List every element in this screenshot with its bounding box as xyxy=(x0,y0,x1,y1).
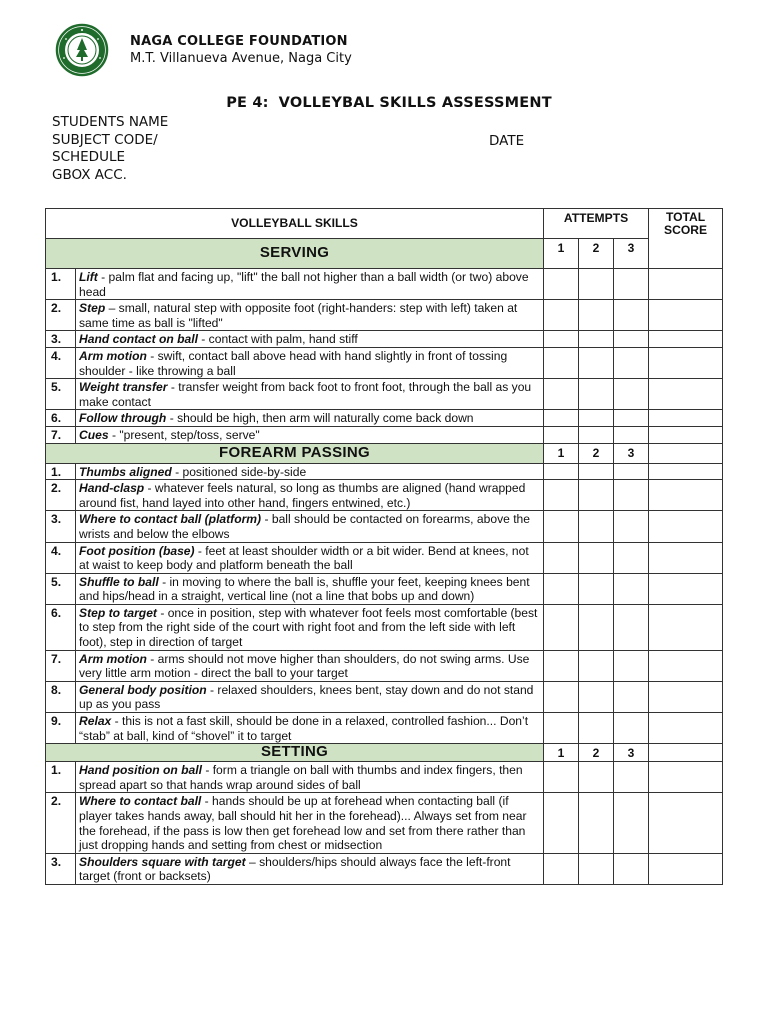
section-header-setting xyxy=(46,744,723,762)
attempt-1-cell[interactable] xyxy=(544,604,579,650)
skill-number: 3. xyxy=(46,853,76,884)
skill-term: Shuffle to ball xyxy=(79,574,159,589)
total-score-cell[interactable] xyxy=(649,269,723,300)
attempt-1-cell[interactable] xyxy=(544,681,579,712)
attempt-3-cell[interactable] xyxy=(614,480,649,511)
total-score-cell[interactable] xyxy=(649,331,723,348)
attempt-1-cell[interactable] xyxy=(544,480,579,511)
student-info xyxy=(52,114,168,184)
school-address: M.T. Villanueva Avenue, Naga City xyxy=(130,51,352,66)
total-score-cell[interactable] xyxy=(649,604,723,650)
skill-description xyxy=(76,793,544,853)
attempt-1-cell[interactable] xyxy=(544,347,579,378)
total-score-header: TOTAL SCORE xyxy=(649,209,723,269)
skill-term: Where to contact ball (platform) xyxy=(79,512,262,527)
skill-detail: - whatever feels natural, so long as thumbs are aligned (hand wrapped around fist, hand layed into other hand, fingers entwined, etc.) xyxy=(79,481,526,510)
skill-row xyxy=(46,347,723,378)
skill-number: 5. xyxy=(46,573,76,604)
attempt-3-cell[interactable] xyxy=(614,347,649,378)
attempt-3-cell[interactable] xyxy=(614,410,649,427)
skill-description xyxy=(76,269,544,300)
attempt-3-cell[interactable] xyxy=(614,269,649,300)
total-score-cell[interactable] xyxy=(649,410,723,427)
skill-number: 9. xyxy=(46,713,76,744)
total-score-cell[interactable] xyxy=(649,573,723,604)
skill-detail: - arms should not move higher than shoulders, do not swing arms. Use very little arm motion - direct the ball to your target xyxy=(79,651,530,681)
total-score-cell[interactable] xyxy=(649,463,723,480)
attempt-number-3: 3 xyxy=(614,744,649,762)
attempt-1-cell[interactable] xyxy=(544,713,579,744)
skill-row xyxy=(46,410,723,427)
skill-term: Relax xyxy=(79,714,112,729)
attempt-number-1: 1 xyxy=(544,239,579,269)
attempt-3-cell[interactable] xyxy=(614,542,649,573)
subject-code-label: SUBJECT CODE/ xyxy=(52,131,158,148)
total-score-cell[interactable] xyxy=(649,650,723,681)
skill-term: Arm motion xyxy=(79,348,147,363)
skill-row xyxy=(46,681,723,712)
total-score-cell[interactable] xyxy=(649,542,723,573)
gbox-label: GBOX ACC. xyxy=(52,166,127,183)
attempt-2-cell[interactable] xyxy=(579,379,614,410)
skill-row xyxy=(46,542,723,573)
skill-description xyxy=(76,300,544,331)
table-header-row xyxy=(46,209,723,239)
attempt-3-cell[interactable] xyxy=(614,463,649,480)
skill-number: 1. xyxy=(46,269,76,300)
skill-description xyxy=(76,713,544,744)
attempt-1-cell[interactable] xyxy=(544,410,579,427)
attempt-3-cell[interactable] xyxy=(614,426,649,443)
skill-number: 5. xyxy=(46,379,76,410)
attempt-3-cell[interactable] xyxy=(614,713,649,744)
attempt-2-cell[interactable] xyxy=(579,762,614,793)
skill-term: Cues xyxy=(79,427,109,442)
skill-term: Shoulders square with target xyxy=(79,854,246,869)
assessment-table-body xyxy=(46,209,723,885)
total-score-cell[interactable] xyxy=(649,744,723,762)
attempt-1-cell[interactable] xyxy=(544,573,579,604)
skill-number: 8. xyxy=(46,681,76,712)
attempt-3-cell[interactable] xyxy=(614,793,649,853)
total-score-cell[interactable] xyxy=(649,793,723,853)
attempt-1-cell[interactable] xyxy=(544,650,579,681)
skill-detail: - ball should be contacted on forearms, above the wrists and below the elbows xyxy=(79,512,531,541)
skill-term: Follow through xyxy=(79,411,167,426)
attempt-1-cell[interactable] xyxy=(544,853,579,884)
total-score-cell[interactable] xyxy=(649,426,723,443)
skill-description xyxy=(76,650,544,681)
skill-number: 1. xyxy=(46,463,76,480)
attempt-2-cell[interactable] xyxy=(579,604,614,650)
attempt-1-cell[interactable] xyxy=(544,762,579,793)
section-title: SETTING xyxy=(46,744,544,762)
page-title xyxy=(0,95,768,111)
attempt-2-cell[interactable] xyxy=(579,713,614,744)
attempt-number-2: 2 xyxy=(579,443,614,463)
skill-row xyxy=(46,480,723,511)
skill-number: 6. xyxy=(46,410,76,427)
skill-description xyxy=(76,573,544,604)
attempt-2-cell[interactable] xyxy=(579,573,614,604)
attempt-2-cell[interactable] xyxy=(579,269,614,300)
total-score-cell[interactable] xyxy=(649,713,723,744)
attempt-3-cell[interactable] xyxy=(614,379,649,410)
skill-description xyxy=(76,410,544,427)
attempt-number-3: 3 xyxy=(614,239,649,269)
skill-row xyxy=(46,650,723,681)
skill-detail: - feet at least shoulder width or a bit wider. Bend at knees, not at waist to keep body and platform beneath the ball xyxy=(79,543,529,573)
attempt-3-cell[interactable] xyxy=(614,650,649,681)
total-score-cell[interactable] xyxy=(649,443,723,463)
skill-row xyxy=(46,269,723,300)
skill-row xyxy=(46,426,723,443)
total-score-cell[interactable] xyxy=(649,300,723,331)
section-title: FOREARM PASSING xyxy=(46,443,544,463)
attempt-2-cell[interactable] xyxy=(579,300,614,331)
skill-term: Step xyxy=(79,301,106,316)
skill-detail: - should be high, then arm will naturally come back down xyxy=(166,411,474,426)
skill-number: 3. xyxy=(46,511,76,542)
skill-detail: - in moving to where the ball is, shuffle your feet, keeping knees bent and hips/head in a straight, vertical line (not a line that bobs up and down) xyxy=(79,574,530,604)
skill-term: Hand position on ball xyxy=(79,763,202,778)
school-seal-icon xyxy=(50,23,124,77)
attempt-3-cell[interactable] xyxy=(614,511,649,542)
skill-row xyxy=(46,793,723,853)
attempt-3-cell[interactable] xyxy=(614,853,649,884)
skill-row xyxy=(46,604,723,650)
skill-row xyxy=(46,463,723,480)
attempt-1-cell[interactable] xyxy=(544,300,579,331)
attempt-1-cell[interactable] xyxy=(544,426,579,443)
attempt-2-cell[interactable] xyxy=(579,853,614,884)
section-header-forearm-passing xyxy=(46,443,723,463)
skill-detail: - positioned side-by-side xyxy=(171,464,307,479)
skill-row xyxy=(46,573,723,604)
assessment-table xyxy=(45,208,723,885)
attempt-2-cell[interactable] xyxy=(579,542,614,573)
attempts-header: ATTEMPTS xyxy=(544,209,649,239)
skill-detail: – shoulders/hips should always face the left-front target (front or backsets) xyxy=(79,854,511,884)
skill-number: 6. xyxy=(46,604,76,650)
attempt-3-cell[interactable] xyxy=(614,604,649,650)
section-header-serving xyxy=(46,239,723,269)
skill-detail: - hands should be up at forehead when contacting ball (if player takes hands away, ball should hit her in the forehead)... Always set from near the forehead, if the pass is low then get forehead low and set from there rather than just dropping hands and setting from chest or midsection xyxy=(79,794,527,853)
skill-description xyxy=(76,426,544,443)
skill-description xyxy=(76,853,544,884)
skill-description xyxy=(76,542,544,573)
attempt-3-cell[interactable] xyxy=(614,573,649,604)
attempt-3-cell[interactable] xyxy=(614,300,649,331)
students-name-label: STUDENTS NAME xyxy=(52,114,169,130)
attempt-2-cell[interactable] xyxy=(579,793,614,853)
skill-detail: - contact with palm, hand stiff xyxy=(197,332,358,347)
skill-number: 3. xyxy=(46,331,76,348)
schedule-label: SCHEDULE xyxy=(52,149,126,165)
skill-number: 2. xyxy=(46,480,76,511)
skill-term: Foot position (base) xyxy=(79,543,195,558)
title-prefix: PE 4: xyxy=(226,95,269,111)
skill-row xyxy=(46,713,723,744)
school-header xyxy=(50,22,352,78)
total-score-cell[interactable] xyxy=(649,379,723,410)
skill-row xyxy=(46,762,723,793)
skill-detail: - palm flat and facing up, "lift" the ball not higher than a ball width (or two) above head xyxy=(79,270,529,299)
skill-term: Hand-clasp xyxy=(79,481,145,496)
attempt-2-cell[interactable] xyxy=(579,410,614,427)
skill-description xyxy=(76,331,544,348)
skill-description xyxy=(76,681,544,712)
skill-description xyxy=(76,463,544,480)
attempt-2-cell[interactable] xyxy=(579,347,614,378)
attempt-1-cell[interactable] xyxy=(544,793,579,853)
skill-term: Weight transfer xyxy=(79,380,168,395)
skill-term: Hand contact on ball xyxy=(79,332,198,347)
total-score-cell[interactable] xyxy=(649,853,723,884)
skill-number: 1. xyxy=(46,762,76,793)
attempt-2-cell[interactable] xyxy=(579,480,614,511)
skill-term: Step to target xyxy=(79,605,157,620)
date-label: DATE xyxy=(489,133,525,149)
attempt-3-cell[interactable] xyxy=(614,331,649,348)
attempt-2-cell[interactable] xyxy=(579,650,614,681)
attempt-2-cell[interactable] xyxy=(579,463,614,480)
attempt-1-cell[interactable] xyxy=(544,331,579,348)
skill-detail: - swift, contact ball above head with hand slightly in front of tossing shoulder - like throwing a ball xyxy=(79,348,508,378)
attempt-2-cell[interactable] xyxy=(579,426,614,443)
section-title: SERVING xyxy=(46,239,544,269)
attempt-2-cell[interactable] xyxy=(579,681,614,712)
attempt-1-cell[interactable] xyxy=(544,511,579,542)
skill-row xyxy=(46,331,723,348)
skill-description xyxy=(76,480,544,511)
skill-description xyxy=(76,347,544,378)
skill-number: 7. xyxy=(46,426,76,443)
attempt-number-1: 1 xyxy=(544,443,579,463)
attempt-1-cell[interactable] xyxy=(544,463,579,480)
total-score-cell[interactable] xyxy=(649,762,723,793)
skill-description xyxy=(76,604,544,650)
skill-term: General body position xyxy=(79,682,207,697)
skill-number: 7. xyxy=(46,650,76,681)
attempt-2-cell[interactable] xyxy=(579,331,614,348)
attempt-1-cell[interactable] xyxy=(544,269,579,300)
skill-row xyxy=(46,511,723,542)
skill-term: Lift xyxy=(79,270,98,284)
skill-row xyxy=(46,300,723,331)
title-text: VOLLEYBAL SKILLS ASSESSMENT xyxy=(278,95,552,111)
skill-number: 2. xyxy=(46,793,76,853)
attempt-3-cell[interactable] xyxy=(614,681,649,712)
skill-number: 4. xyxy=(46,542,76,573)
attempt-number-2: 2 xyxy=(579,239,614,269)
total-score-cell[interactable] xyxy=(649,347,723,378)
skill-detail: - form a triangle on ball with thumbs and index fingers, then spread apart so that hands wrap around sides of ball xyxy=(79,763,523,792)
total-score-cell[interactable] xyxy=(649,681,723,712)
total-score-cell[interactable] xyxy=(649,511,723,542)
skills-header: VOLLEYBALL SKILLS xyxy=(46,209,544,239)
skill-term: Arm motion xyxy=(79,651,147,666)
attempt-number-2: 2 xyxy=(579,744,614,762)
skill-description xyxy=(76,511,544,542)
skill-detail: - this is not a fast skill, should be done in a relaxed, controlled fashion... Don’t “stab” at ball, kind of “shovel” it to target xyxy=(79,714,529,743)
attempt-2-cell[interactable] xyxy=(579,511,614,542)
total-score-cell[interactable] xyxy=(649,480,723,511)
attempt-number-1: 1 xyxy=(544,744,579,762)
skill-term: Where to contact ball xyxy=(79,794,202,809)
skill-detail: - "present, step/toss, serve" xyxy=(108,427,260,442)
attempt-number-3: 3 xyxy=(614,443,649,463)
skill-row xyxy=(46,379,723,410)
skill-detail: - once in position, step with whatever foot feels most comfortable (best to step from the right side of the court with right foot and from the left side with left foot), step in direction of target xyxy=(79,605,538,650)
skill-description xyxy=(76,762,544,793)
skill-term: Thumbs aligned xyxy=(79,464,172,479)
attempt-1-cell[interactable] xyxy=(544,379,579,410)
skill-detail: - relaxed shoulders, knees bent, stay down and do not stand up as you pass xyxy=(79,682,534,712)
attempt-1-cell[interactable] xyxy=(544,542,579,573)
skill-detail: – small, natural step with opposite foot (right-handers: step with left) taken at same time as ball is "lifted" xyxy=(79,301,518,330)
attempt-3-cell[interactable] xyxy=(614,762,649,793)
skill-description xyxy=(76,379,544,410)
school-name: NAGA COLLEGE FOUNDATION xyxy=(130,34,348,49)
skill-number: 4. xyxy=(46,347,76,378)
skill-number: 2. xyxy=(46,300,76,331)
skill-detail: - transfer weight from back foot to front foot, through the ball as you make contact xyxy=(79,380,532,409)
skill-row xyxy=(46,853,723,884)
